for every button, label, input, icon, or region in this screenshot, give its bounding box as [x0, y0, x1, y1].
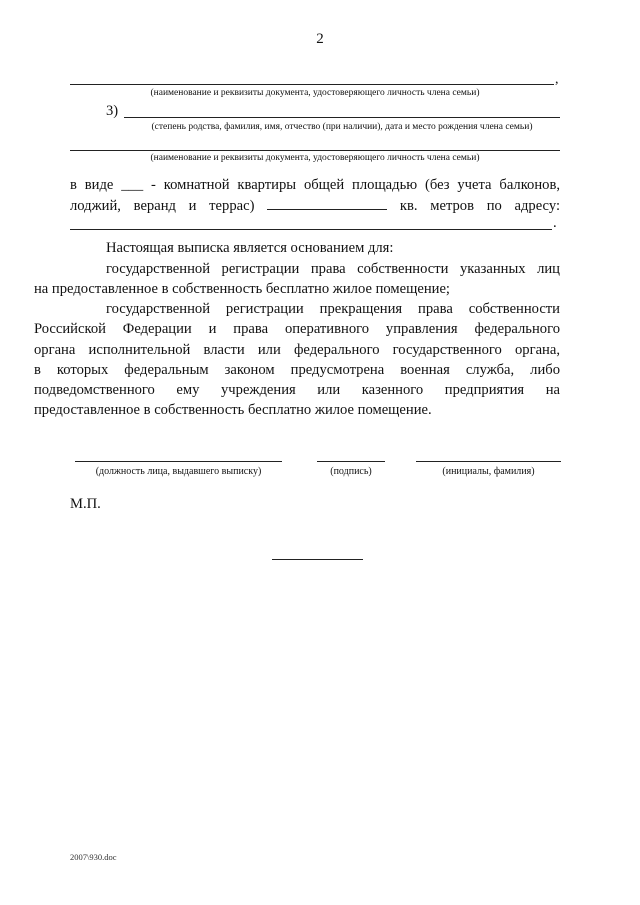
address-label-text: кв. метров по адресу:	[399, 197, 561, 214]
signature-line-initials	[416, 461, 561, 462]
basis-text: Настоящая выписка является основанием для:	[106, 240, 394, 256]
rooms-count-blank: ___	[121, 177, 144, 193]
caption-initials: (инициалы, фамилия)	[442, 466, 535, 477]
item-number: 3)	[106, 103, 119, 119]
registration-line-1: государственной регистрации права собственности указанных лиц	[106, 261, 560, 277]
termination-line-5: подведомственного ему учреждения или казенного предприятия на	[34, 382, 560, 399]
fill-line-relation	[124, 117, 560, 118]
paragraph-registration	[34, 259, 560, 300]
apartment-in-form: в виде	[70, 177, 114, 193]
termination-line-1: государственной регистрации прекращения права собственности	[106, 301, 560, 317]
caption-position: (должность лица, выдавшего выписку)	[95, 466, 262, 477]
registration-line-2: на предоставленное в собственность бесплатно жилое помещение;	[34, 281, 450, 298]
apartment-description	[70, 175, 560, 216]
caption-relation-details: (степень родства, фамилия, имя, отчество (при наличии), дата и место рождения члена семьи)	[151, 122, 533, 132]
area-blank	[267, 197, 387, 210]
termination-line-3: органа исполнительной власти или федерального государственного органа,	[34, 341, 560, 358]
apartment-line-1	[70, 175, 560, 196]
caption-signature: (подпись)	[330, 466, 372, 477]
signature-line-position	[75, 461, 282, 462]
footer-filename: 2007\930.doc	[70, 852, 117, 862]
address-line-end: .	[553, 215, 557, 231]
termination-line-6: предоставленное в собственность бесплатно жилое помещение.	[34, 402, 432, 419]
signature-line-signature	[317, 461, 385, 462]
apartment-exclusions-text: лоджий, веранд и террас)	[70, 197, 255, 214]
termination-line-4: в которых федеральным законом предусмотрена военная служба, либо	[34, 361, 560, 378]
termination-line-2: Российской Федерации и права оперативного управления федерального	[34, 321, 560, 338]
stamp-place: М.П.	[70, 496, 101, 512]
caption-document-credentials-2: (наименование и реквизиты документа, удостоверяющего личность члена семьи)	[150, 153, 480, 163]
paragraph-termination	[34, 299, 560, 421]
fill-line-document-2	[70, 150, 560, 151]
page-number: 2	[316, 31, 324, 47]
caption-document-credentials-1: (наименование и реквизиты документа, удостоверяющего личность члена семьи)	[150, 88, 480, 98]
closing-separator	[272, 559, 363, 560]
apartment-line-2	[70, 196, 560, 217]
line-end-comma: ,	[555, 72, 559, 87]
paragraph-basis	[70, 238, 560, 258]
apartment-area-text: - комнатной квартиры общей площадью (без учета балконов,	[151, 177, 561, 193]
fill-line-address	[70, 229, 552, 230]
fill-line-document-1	[70, 84, 554, 85]
